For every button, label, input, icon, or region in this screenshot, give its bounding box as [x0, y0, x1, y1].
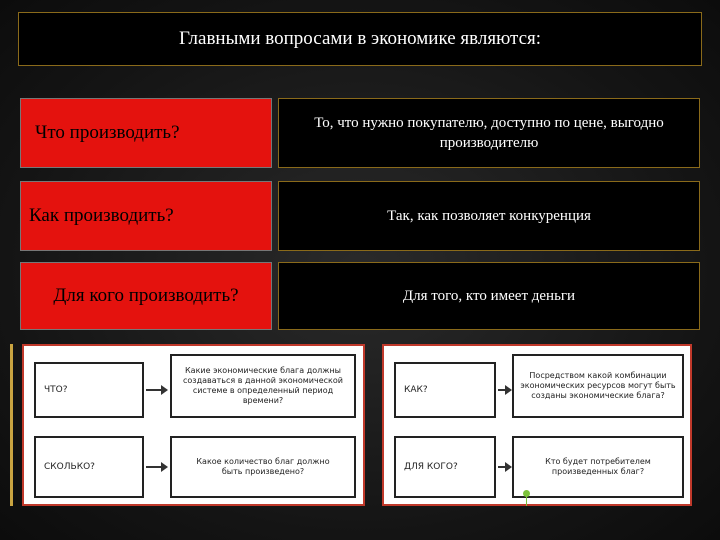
question-cell: Как производить?: [20, 181, 272, 251]
table-row: [20, 181, 700, 251]
question-cell: Что производить?: [20, 98, 272, 168]
question-cell: Для кого производить?: [20, 262, 272, 330]
diagram-panel-right: [382, 344, 692, 506]
table-row: [20, 98, 700, 168]
answer-cell: То, что нужно покупателю, доступно по цене, выгодно производителю: [278, 98, 700, 168]
pointer-dot-icon: [523, 490, 530, 497]
diagram-text-box: Кто будет потребителем произведенных благ?: [512, 436, 684, 498]
table-row: [20, 262, 700, 330]
arrow-icon: [146, 466, 166, 468]
diagram-label-box: ДЛЯ КОГО?: [394, 436, 496, 498]
diagram-panel-left: [22, 344, 365, 506]
diagram-text-box: Какое количество благ должно быть произведено?: [170, 436, 356, 498]
decorative-left-bar: [10, 344, 13, 506]
arrow-icon: [498, 466, 510, 468]
diagram-label-box: КАК?: [394, 362, 496, 418]
arrow-icon: [146, 389, 166, 391]
diagram-label-box: СКОЛЬКО?: [34, 436, 144, 498]
answer-cell: Для того, кто имеет деньги: [278, 262, 700, 330]
slide-title: Главными вопросами в экономике являются:: [18, 12, 702, 66]
diagram-text-box: Посредством какой комбинации экономических ресурсов могут быть созданы экономические блага?: [512, 354, 684, 418]
diagram-label-box: ЧТО?: [34, 362, 144, 418]
arrow-icon: [498, 389, 510, 391]
answer-cell: Так, как позволяет конкуренция: [278, 181, 700, 251]
diagram-text-box: Какие экономические блага должны создаваться в данной экономической системе в определенный период времени?: [170, 354, 356, 418]
pointer-stem: [526, 496, 527, 506]
